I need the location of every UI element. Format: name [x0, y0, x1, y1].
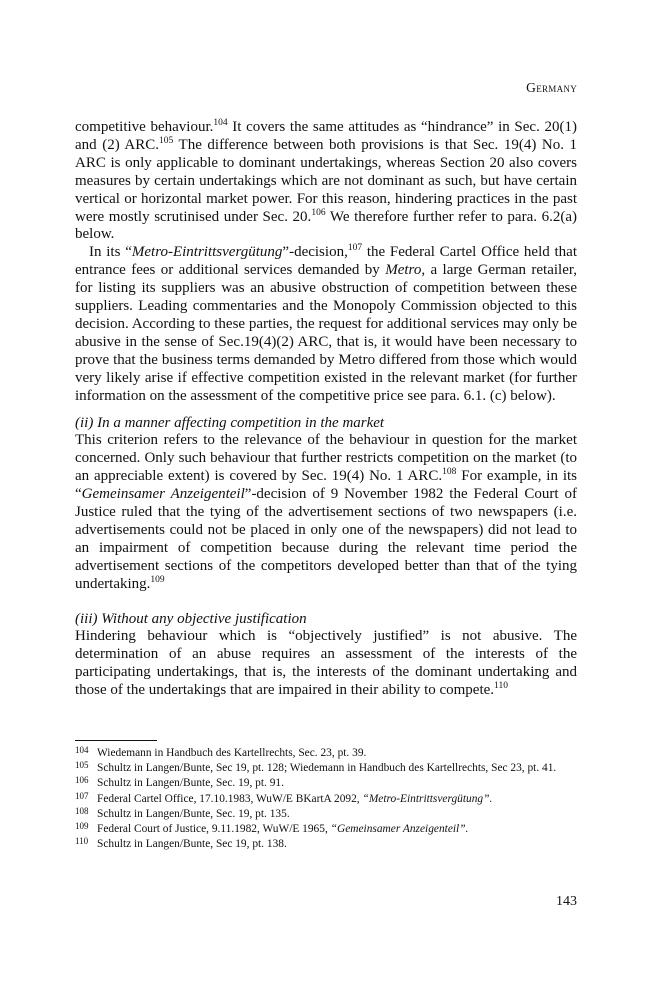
footnote-text-run: Federal Cartel Office, 17.10.1983, WuW/E BKartA 2092,	[97, 792, 363, 805]
text-run: ”-decision of 9 November 1982 the Federal Court of Justice ruled that the tying of the advertisement sections of two newspapers (i.e. advertisements could not be placed in only one of the newspapers) did not lead to an impairment of competition because during the relevant time period the advertisement sections of the competitors developed better than that of the tying undertaking.	[75, 486, 577, 592]
footnote-number: 109	[75, 821, 89, 832]
paragraph-3	[75, 432, 577, 593]
footnote-text-run: Federal Court of Justice, 9.11.1982, WuW/E 1965,	[97, 823, 331, 836]
italic-company-name: Metro	[385, 262, 422, 279]
paragraph-4	[75, 628, 577, 700]
subheading-iii: (iii) Without any objective justification	[75, 610, 307, 627]
text-run: This criterion refers to the relevance of the behaviour in question for the market concerned. Only such behaviour that further restricts competition on the market (to an appreciable extent) is covered by Sec. 19(4) No. 1 ARC.	[75, 432, 577, 485]
footnote	[75, 792, 577, 807]
footnote-text: Schultz in Langen/Bunte, Sec. 19, pt. 91.	[97, 777, 284, 790]
footnotes-section	[75, 740, 577, 852]
text-run: The difference between both provisions is that Sec. 19(4) No. 1 ARC is only applicable to dominant undertakings, whereas Section 20 also covers measures by certain undertakings which are not dominant as such, but have certain vertical or horizontal market power. For this reason, hindering practices in the past were mostly scrutinised under Sec. 20.	[75, 136, 577, 225]
footnote-ref: 104	[213, 118, 228, 128]
subheading-ii: (ii) In a manner affecting competition in the market	[75, 414, 385, 431]
footnote-ref: 106	[311, 207, 326, 218]
page-number: 143	[556, 894, 577, 909]
footnote-ref: 108	[442, 467, 457, 478]
footnote-ref: 105	[159, 135, 174, 146]
footnote-number: 107	[75, 790, 89, 801]
footnote-italic: “Gemeinsamer Anzeigenteil”.	[330, 823, 469, 836]
text-run: competitive behaviour.	[75, 119, 214, 135]
footnote-text: Wiedemann in Handbuch des Kartellrechts, Sec. 23, pt. 39.	[97, 747, 367, 759]
text-run: Hindering behaviour which is “objectively justified” is not abusive. The determination of an abuse requires an assessment of the interests of the participating undertakings, that is, the interests of the dominant undertaking and those of the undertakings that are impaired in their ability to compete.	[75, 628, 577, 699]
footnote-ref: 110	[494, 681, 508, 692]
footnote-text: Schultz in Langen/Bunte, Sec 19, pt. 128; Wiedemann in Handbuch des Kartellrechts, Sec 23, pt. 41.	[97, 762, 557, 775]
footnote	[75, 837, 577, 852]
text-run: It covers the same attitudes as “hindrance” in Sec. 20(1) and (2) ARC.	[75, 119, 577, 153]
text-run: , a large German retailer, for listing its suppliers was an abusive obstruction of competition between these suppliers. Leading commentaries and the Monopoly Commission objected to this decision. According to these parties, the request for additional services may only be abusive in the sense of Sec.19(4)(2) ARC, that is, it would have been necessary to prove that the business terms demanded by Metro differed from those which would very likely arise if effective competition existed in the relevant market (for further information on the assessment of the competitive price see para. 6.1. (c) below).	[75, 262, 577, 404]
italic-case-name: Gemeinsamer Anzeigenteil	[81, 486, 245, 503]
footnote-italic: “Metro-Eintrittsvergütung”.	[362, 792, 493, 805]
footnote	[75, 807, 577, 822]
footnote	[75, 761, 577, 776]
footnote-ref: 109	[150, 574, 165, 585]
italic-case-name: Metro-Eintrittsvergütung	[131, 244, 283, 261]
footnote-text: Schultz in Langen/Bunte, Sec. 19, pt. 135.	[97, 807, 290, 820]
footnote-text	[97, 792, 577, 807]
main-text	[75, 119, 577, 700]
text-run: the Federal Cartel Office held that entrance fees or additional services demanded by	[75, 244, 577, 279]
footnote	[75, 776, 577, 791]
text-run: In its “	[89, 244, 132, 261]
paragraph-2	[75, 244, 577, 405]
footnote	[75, 746, 577, 761]
footnote-number: 104	[75, 745, 89, 755]
footnote-number: 106	[75, 775, 89, 786]
footnote-divider	[75, 740, 157, 741]
paragraph-1	[75, 119, 577, 244]
text-run: For example, in its “	[75, 468, 577, 503]
running-header: Germany	[526, 80, 577, 95]
footnote-number: 105	[75, 760, 89, 771]
footnote-text: Schultz in Langen/Bunte, Sec 19, pt. 138.	[97, 838, 287, 851]
footnote-number: 108	[75, 805, 89, 816]
text-run: We therefore further refer to para. 6.2(a) below.	[75, 208, 577, 243]
footnote-text	[97, 822, 577, 837]
text-run: ”-decision,	[282, 244, 348, 261]
footnote	[75, 822, 577, 837]
footnote-ref: 107	[347, 243, 363, 254]
footnote-number: 110	[75, 836, 89, 847]
